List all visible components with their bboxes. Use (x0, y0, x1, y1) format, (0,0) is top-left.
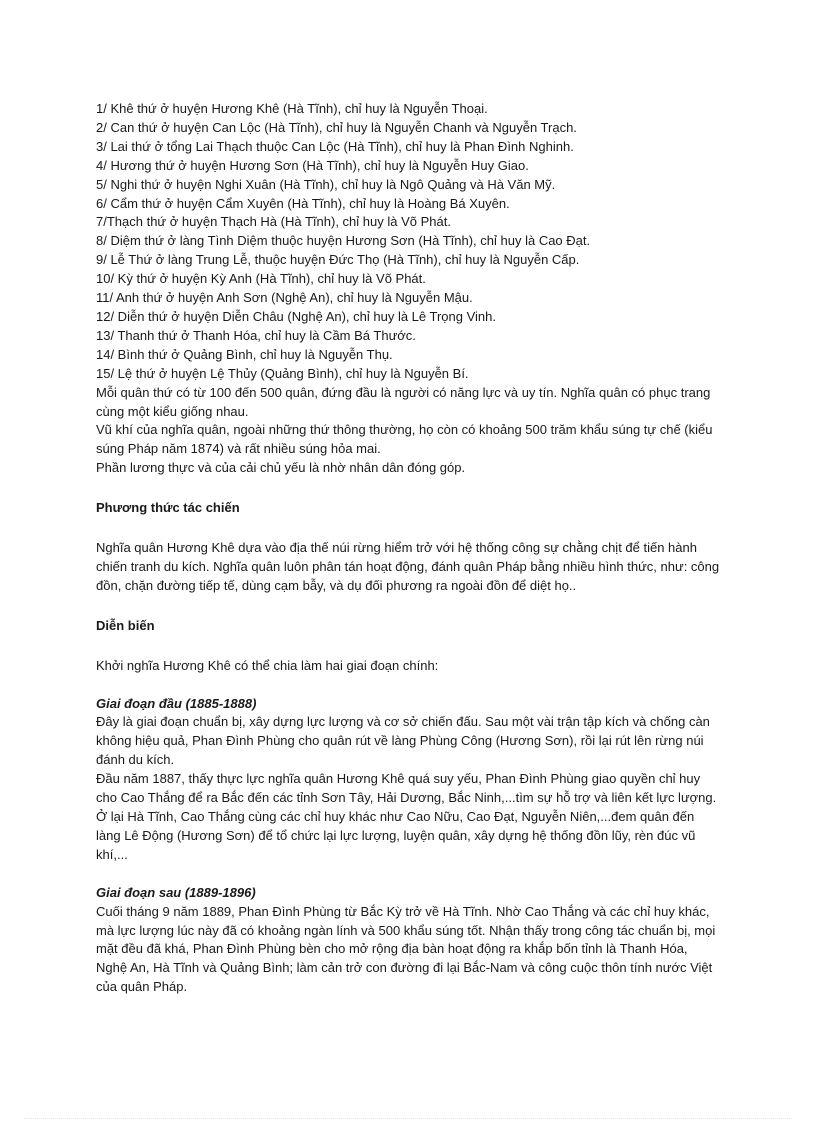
front-item: 4/ Hương thứ ở huyện Hương Sơn (Hà Tĩnh), chỉ huy là Nguyễn Huy Giao. (96, 157, 529, 173)
front-item: 9/ Lễ Thứ ở làng Trung Lễ, thuộc huyện Đức Thọ (Hà Tĩnh), chỉ huy là Nguyễn Cấp. (96, 252, 580, 268)
document-page (96, 100, 722, 997)
phase1-paragraph: Đây là giai đoạn chuẩn bị, xây dựng lực lượng và cơ sở chiến đấu. Sau một vài trận tập kích và chống càn không hiệu quả, Phan Đình Phùng cho quân rút về làng Phùng Công (Hương Sơn), rồi lại rút lên rừng núi đánh du kích. (96, 714, 710, 768)
tactics-paragraph: Nghĩa quân Hương Khê dựa vào địa thế núi rừng hiểm trở với hệ thống công sự chằng chịt để tiến hành chiến tranh du kích. Nghĩa quân luôn phân tán hoạt động, đánh quân Pháp bằng nhiều hình thức, như: công đồn, chặn đường tiếp tế, dùng cạm bẫy, và dụ đối phương ra ngoài đồn để diệt họ.. (96, 540, 720, 593)
front-item: 12/ Diễn thứ ở huyện Diễn Châu (Nghệ An), chỉ huy là Lê Trọng Vinh. (96, 308, 497, 324)
front-item: 15/ Lệ thứ ở huyện Lệ Thủy (Quảng Bình), chỉ huy là Nguyễn Bí. (96, 365, 469, 381)
front-item: 8/ Diệm thứ ở làng Tình Diệm thuộc huyện Hương Sơn (Hà Tĩnh), chỉ huy là Cao Đạt. (96, 233, 591, 249)
phase1-paragraph: Ở lại Hà Tĩnh, Cao Thắng cùng các chỉ huy khác như Cao Nữu, Cao Đạt, Nguyễn Niên,...đem quân đến làng Lê Động (Hương Sơn) để tổ chức lại lực lượng, luyện quân, xây dựng hệ thống đồn lũy, rèn đúc vũ khí,... (96, 809, 696, 862)
army-weapons-paragraph: Vũ khí của nghĩa quân, ngoài những thứ thông thường, họ còn có khoảng 500 trăm khẩu súng tự chế (kiểu súng Pháp năm 1874) và rất nhiều súng hỏa mai. (96, 422, 713, 457)
front-item: 6/ Cẩm thứ ở huyện Cẩm Xuyên (Hà Tĩnh), chỉ huy là Hoàng Bá Xuyên. (96, 195, 510, 211)
front-item: 3/ Lai thứ ở tổng Lai Thạch thuộc Can Lộc (Hà Tĩnh), chỉ huy là Phan Đình Nghinh. (96, 138, 574, 154)
front-item: 11/ Anh thứ ở huyện Anh Sơn (Nghệ An), chỉ huy là Nguyễn Mậu. (96, 290, 473, 306)
front-item: 5/ Nghi thứ ở huyện Nghi Xuân (Hà Tĩnh), chỉ huy là Ngô Quảng và Hà Văn Mỹ. (96, 176, 556, 192)
events-intro: Khởi nghĩa Hương Khê có thể chia làm hai giai đoạn chính: (96, 657, 439, 673)
phase1-paragraph: Đầu năm 1887, thấy thực lực nghĩa quân Hương Khê quá suy yếu, Phan Đình Phùng giao quyền chỉ huy cho Cao Thắng để ra Bắc đến các tỉnh Sơn Tây, Hải Dương, Bắc Ninh,...tìm sự hỗ trợ và liên kết lực lượng. (96, 771, 717, 806)
front-item: 7/Thạch thứ ở huyện Thạch Hà (Hà Tĩnh), chỉ huy là Võ Phát. (96, 214, 451, 230)
events-heading: Diễn biến (96, 617, 155, 633)
phase1-title: Giai đoạn đầu (1885-1888) (96, 695, 257, 711)
fronts-list (96, 100, 722, 384)
front-item: 13/ Thanh thứ ở Thanh Hóa, chỉ huy là Cầm Bá Thước. (96, 327, 416, 343)
front-item: 2/ Can thứ ở huyện Can Lộc (Hà Tĩnh), chỉ huy là Nguyễn Chanh và Nguyễn Trạch. (96, 119, 577, 135)
army-supplies-paragraph: Phần lương thực và của cải chủ yếu là nhờ nhân dân đóng góp. (96, 460, 466, 476)
front-item: 10/ Kỳ thứ ở huyện Kỳ Anh (Hà Tĩnh), chỉ huy là Võ Phát. (96, 271, 426, 287)
army-size-paragraph: Mỗi quân thứ có từ 100 đến 500 quân, đứng đầu là người có năng lực và uy tín. Nghĩa quân có phục trang cùng một kiểu giống nhau. (96, 384, 711, 419)
front-item: 1/ Khê thứ ở huyện Hương Khê (Hà Tĩnh), chỉ huy là Nguyễn Thoại. (96, 101, 488, 116)
phase2-title: Giai đoạn sau (1889-1896) (96, 884, 256, 900)
page-bottom-divider (24, 1118, 792, 1119)
tactics-heading: Phương thức tác chiến (96, 500, 240, 516)
phase2-paragraph: Cuối tháng 9 năm 1889, Phan Đình Phùng từ Bắc Kỳ trở về Hà Tĩnh. Nhờ Cao Thắng và các chỉ huy khác, mà lực lượng lúc này đã có khoảng ngàn lính và 500 khẩu súng tốt. Nhận thấy trong công tác chuẩn bị, mọi mặt đều đã khá, Phan Đình Phùng bèn cho mở rộng địa bàn hoạt động ra khắp bốn tỉnh là Thanh Hóa, Nghệ An, Hà Tĩnh và Quảng Bình; làm cản trở con đường đi lại Bắc-Nam và công cuộc thôn tính nước Việt của quân Pháp. (96, 903, 716, 995)
front-item: 14/ Bình thứ ở Quảng Bình, chỉ huy là Nguyễn Thụ. (96, 346, 393, 362)
